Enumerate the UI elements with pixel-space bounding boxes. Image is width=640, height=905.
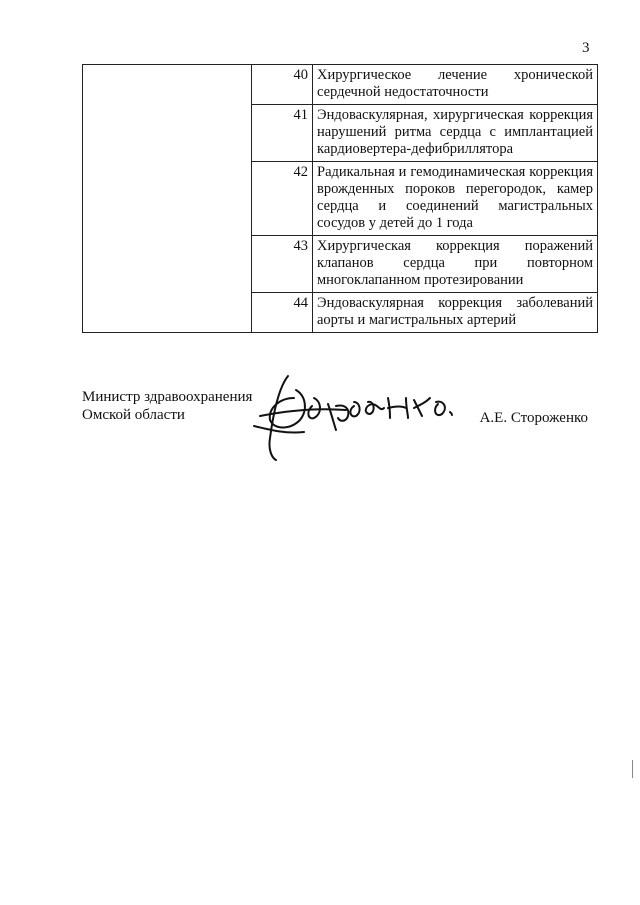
- row-description: [313, 105, 598, 162]
- row-text: Эндоваскулярная коррекция заболеваний аорты и магистральных артерий: [317, 295, 593, 328]
- row-description: [313, 236, 598, 293]
- row-description: [313, 162, 598, 236]
- row-number: 40: [252, 65, 313, 105]
- row-text: Эндоваскулярная, хирургическая коррекция нарушений ритма сердца с имплантацией кардиовертера-дефибриллятора: [317, 107, 593, 157]
- empty-cell: [83, 65, 252, 333]
- margin-mark: [632, 760, 633, 778]
- row-description: [313, 293, 598, 333]
- signer-title-line2: Омской области: [82, 407, 185, 423]
- row-number: 42: [252, 162, 313, 236]
- page-number: 3: [582, 40, 590, 56]
- signer-title-line1: Министр здравоохранения: [82, 389, 253, 405]
- row-text: Радикальная и гемодинамическая коррекция врожденных пороков перегородок, камер сердца и соединений магистральных сосудов у детей до 1 года: [317, 164, 593, 231]
- row-text: Хирургическая коррекция поражений клапанов сердца при повторном многоклапанном протезировании: [317, 238, 593, 288]
- procedures-table: [82, 64, 598, 333]
- signature-block: [82, 388, 598, 468]
- row-number: 41: [252, 105, 313, 162]
- table-row: [83, 65, 598, 105]
- signer-title: [82, 388, 252, 424]
- row-description: [313, 65, 598, 105]
- row-number: 44: [252, 293, 313, 333]
- row-text: Хирургическое лечение хронической сердечной недостаточности: [317, 67, 593, 100]
- handwritten-signature: [250, 368, 470, 463]
- row-number: 43: [252, 236, 313, 293]
- signer-name: А.Е. Стороженко: [479, 410, 588, 426]
